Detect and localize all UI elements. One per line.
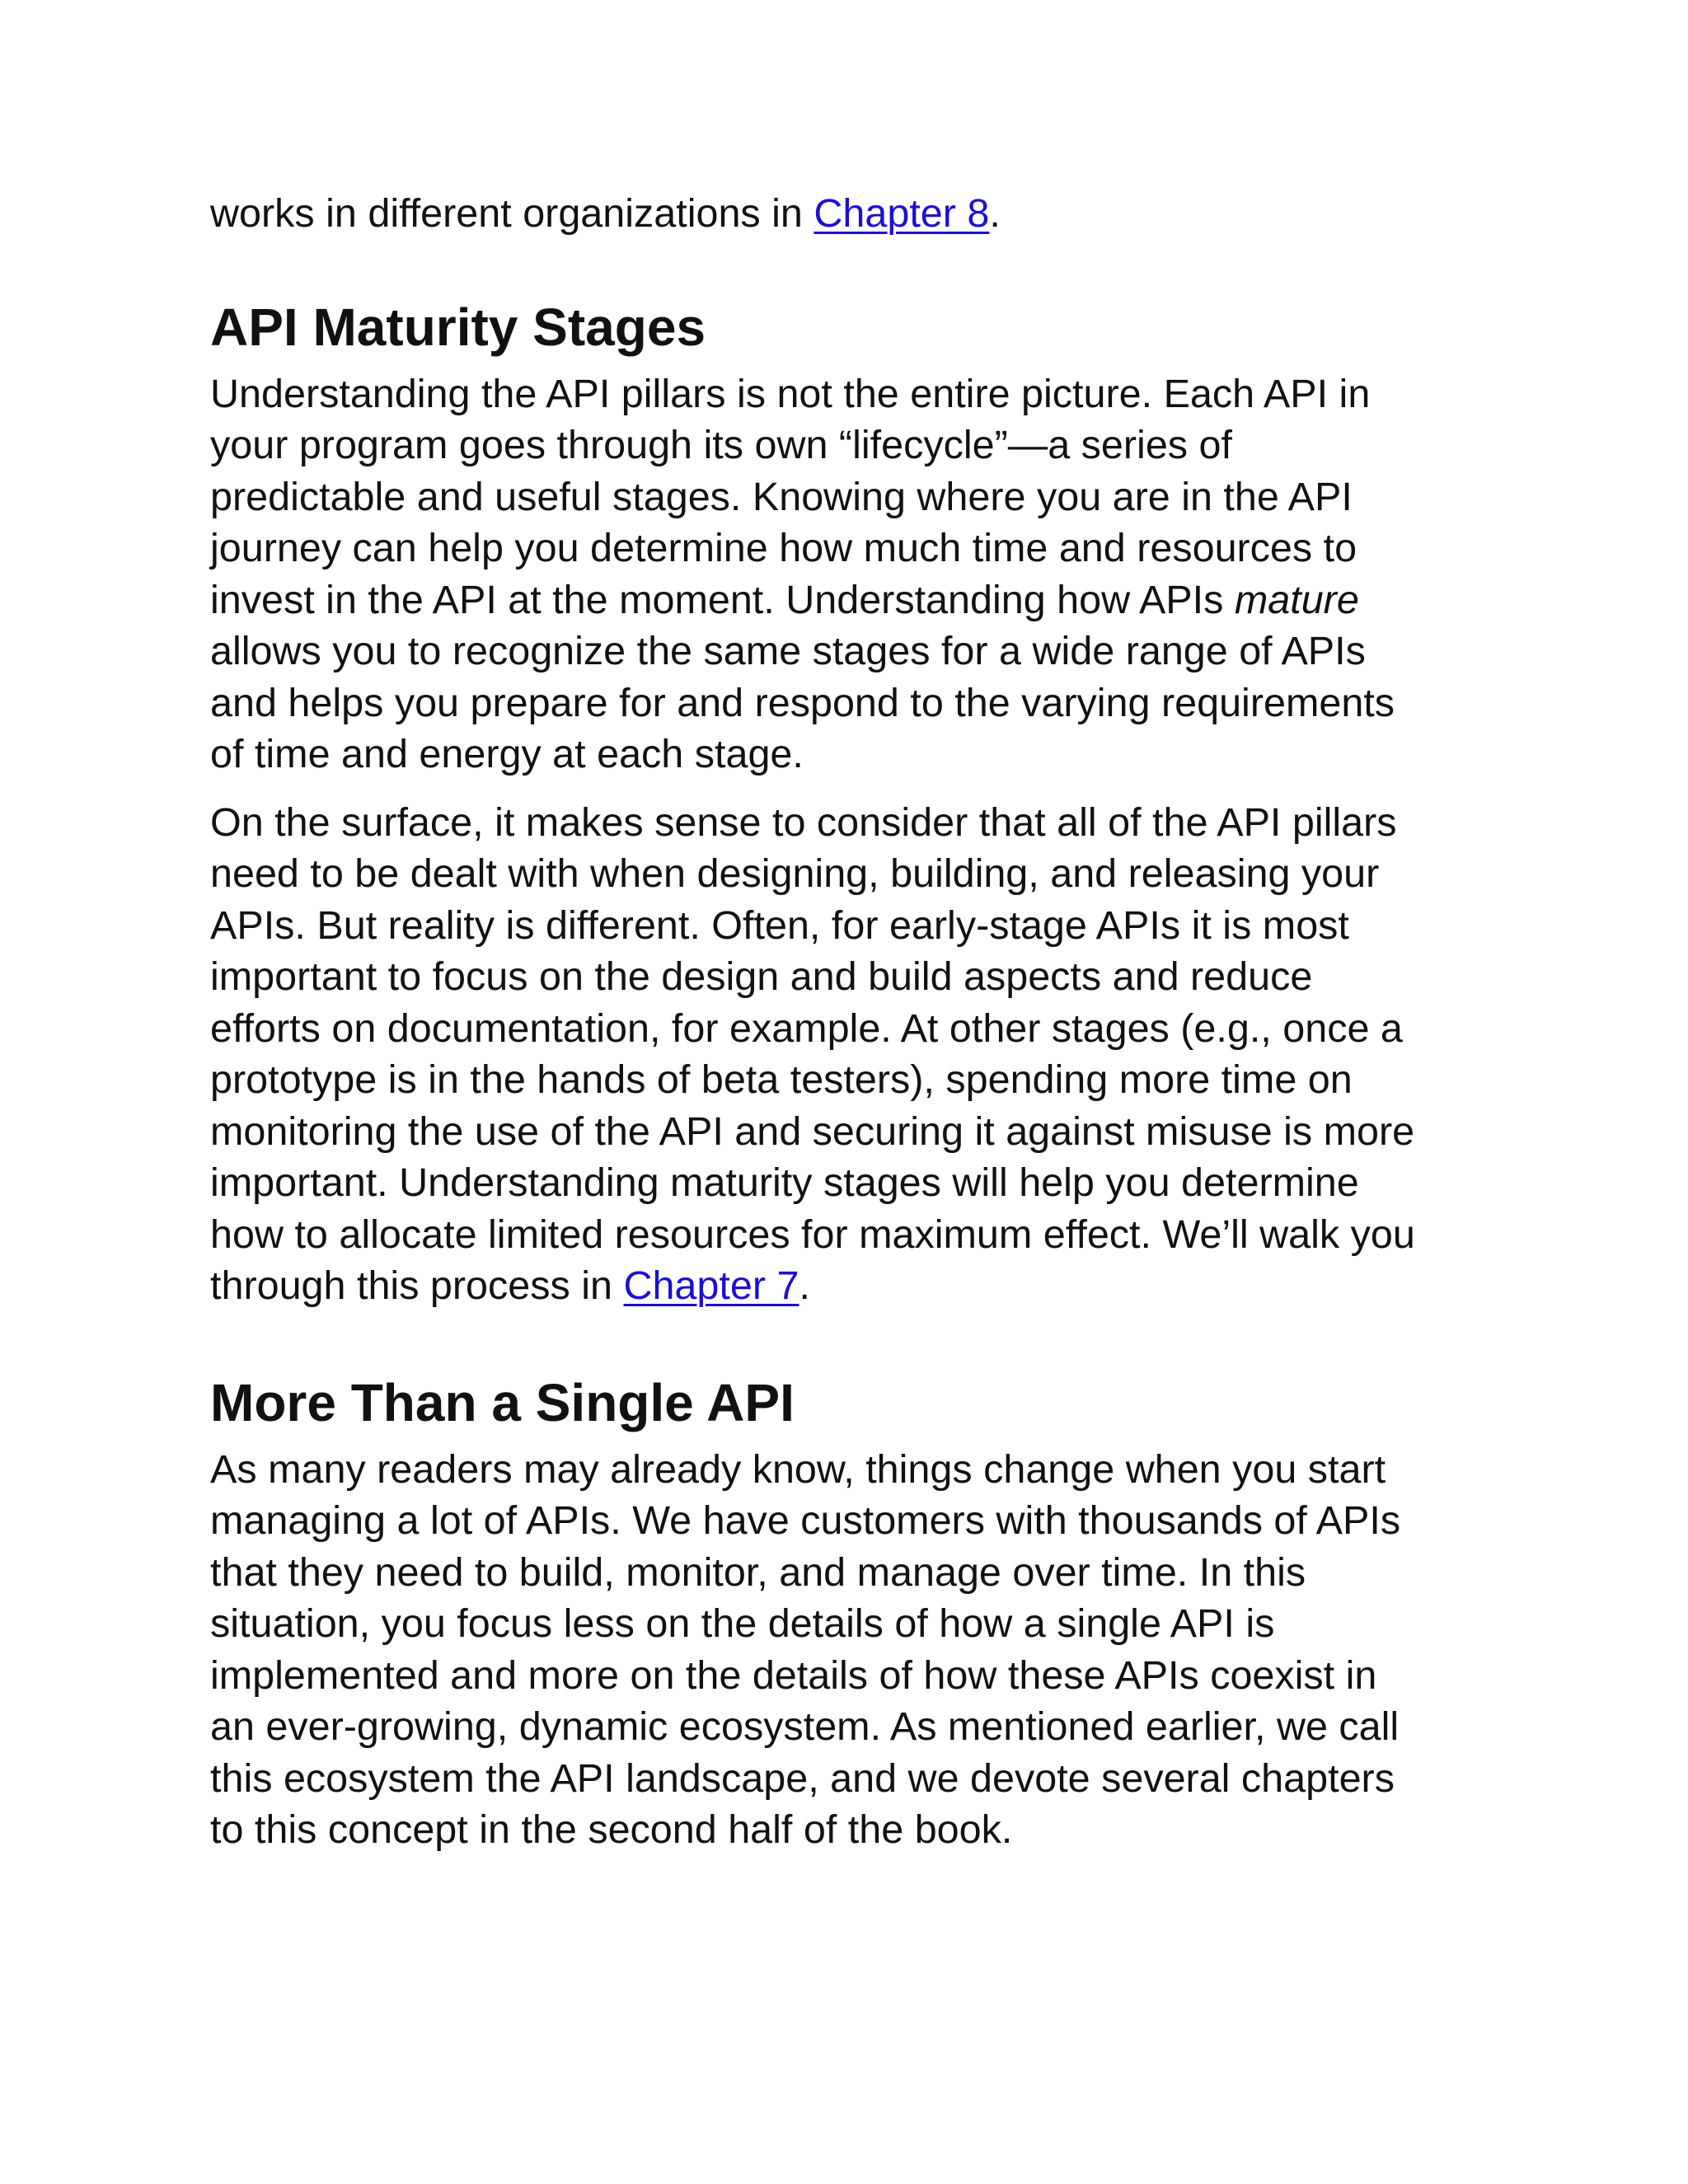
text-line: prototype is in the hands of beta testers), spending more time on [210,1057,1353,1102]
section-heading-api-maturity-stages: API Maturity Stages [210,297,706,357]
text-line: of time and energy at each stage. [210,732,804,776]
text-line: implemented and more on the details of how these APIs coexist in [210,1652,1377,1698]
text-line: monitoring the use of the API and securing it against misuse is more [210,1108,1415,1154]
text-line: your program goes through its own “lifecycle”—a series of [210,423,1232,467]
text-line: invest in the API at the moment. Understanding how APIs mature [210,577,1359,622]
text-line: an ever-growing, dynamic ecosystem. As mentioned earlier, we call [210,1704,1400,1749]
text-line: that they need to build, monitor, and manage over time. In this [210,1549,1306,1595]
text-line: Understanding the API pillars is not the entire picture. Each API in [210,371,1371,416]
chapter-8-link[interactable]: Chapter 8 [814,191,990,236]
text-line: important. Understanding maturity stages will help you determine [210,1160,1359,1205]
text-line: important to focus on the design and build aspects and reduce [210,954,1313,999]
text-line: efforts on documentation, for example. At other stages (e.g., once a [210,1005,1403,1051]
text-line: how to allocate limited resources for maximum effect. We’ll walk you [210,1212,1415,1257]
text-line: need to be dealt with when designing, building, and releasing your [210,851,1380,896]
text-line: APIs. But reality is different. Often, for early-stage APIs it is most [210,902,1349,948]
chapter-7-link[interactable]: Chapter 7 [623,1263,799,1308]
text-line: situation, you focus less on the details of how a single API is [210,1601,1275,1646]
emphasis-mature: mature [1234,577,1359,622]
text-line: allows you to recognize the same stages for a wide range of APIs [210,629,1366,673]
intro-paragraph [210,188,1496,240]
maturity-paragraph-2 [210,797,1496,1312]
section-heading-more-than-a-single-api: More Than a Single API [210,1372,795,1432]
text-line: this ecosystem the API landscape, and we devote several chapters [210,1755,1395,1801]
text-line: through this process in Chapter 7. [210,1263,810,1308]
maturity-paragraph-1 [210,368,1496,780]
text-line: to this concept in the second half of the book. [210,1807,1013,1852]
text-line: journey can help you determine how much time and resources to [210,526,1357,570]
text-line: and helps you prepare for and respond to the varying requirements [210,680,1395,725]
document-page [210,188,1496,1856]
text-line: predictable and useful stages. Knowing where you are in the API [210,474,1353,519]
landscape-paragraph [210,1444,1496,1856]
text-line: As many readers may already know, things change when you start [210,1446,1386,1492]
text-line: works in different organizations in Chapter 8. [210,191,1001,236]
text-line: On the surface, it makes sense to consider that all of the API pillars [210,799,1397,845]
text-line: managing a lot of APIs. We have customers with thousands of APIs [210,1498,1401,1543]
